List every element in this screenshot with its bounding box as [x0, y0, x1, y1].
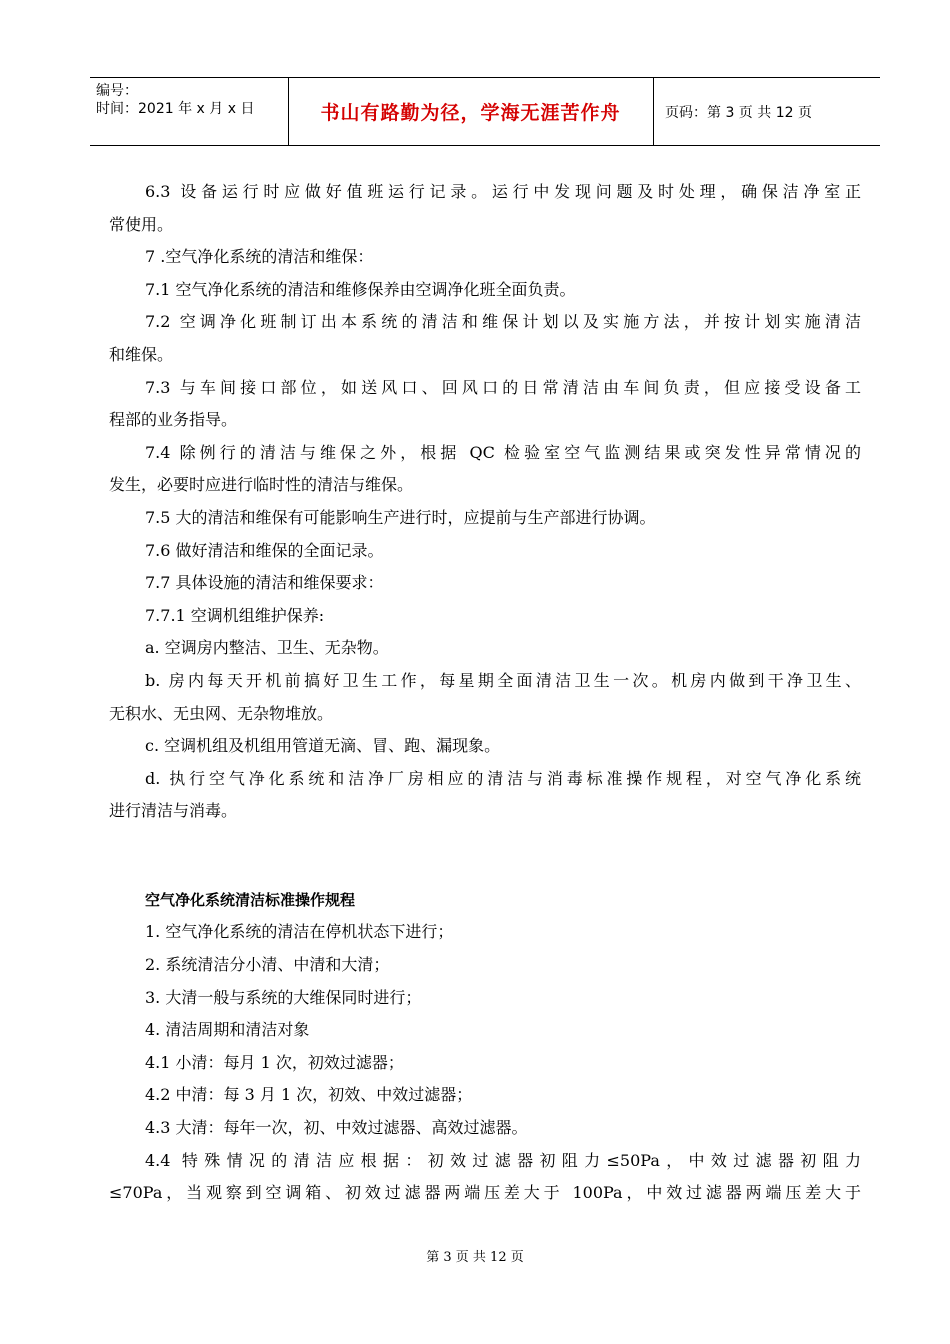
step-4-3: 4.3 大清：每年一次，初、中效过滤器、高效过滤器。: [145, 1118, 528, 1138]
step-3: 3. 大清一般与系统的大维保同时进行；: [145, 987, 422, 1007]
list-item-b-line2: 无积水、无虫网、无杂物堆放。: [109, 703, 334, 723]
time-label: 时间：2021 年 x 月 x 日: [96, 101, 255, 117]
paragraph-7-7-1: 7.7.1 空调机组维护保养:: [145, 605, 325, 625]
section-title: 空气净化系统清洁标准操作规程: [145, 890, 356, 909]
step-4-2: 4.2 中清：每 3 月 1 次，初效、中效过滤器；: [145, 1085, 473, 1105]
paragraph-6-3-line1: 6.3 设备运行时应做好值班运行记录。运行中发现问题及时处理，确保洁净室正: [145, 182, 861, 201]
paragraph-7: 7 .空气净化系统的清洁和维保：: [145, 247, 374, 267]
step-4-4-line1: 4.4 特殊情况的清洁应根据：初效过滤器初阻力≤50Pa，中效过滤器初阻力: [145, 1150, 861, 1170]
page-header: [90, 77, 880, 146]
paragraph-7-3-line2: 程部的业务指导。: [109, 410, 238, 430]
step-4-1: 4.1 小清：每月 1 次，初效过滤器；: [145, 1052, 404, 1072]
paragraph-7-2-line2: 和维保。: [109, 344, 174, 364]
paragraph-7-4-line2: 发生，必要时应进行临时性的清洁与维保。: [109, 475, 414, 495]
header-page-info: 页码：第 3 页 共 12 页: [665, 104, 812, 121]
list-item-d-line2: 进行清洁与消毒。: [109, 801, 238, 821]
list-item-c: c. 空调机组及机组用管道无滴、冒、跑、漏现象。: [145, 736, 501, 756]
paragraph-7-3-line1: 7.3 与车间接口部位，如送风口、回风口的日常清洁由车间负责，但应接受设备工: [145, 377, 861, 397]
list-item-a: a. 空调房内整洁、卫生、无杂物。: [145, 638, 389, 658]
paragraph-7-7: 7.7 具体设施的清洁和维保要求：: [145, 573, 384, 593]
doc-number-label: 编号：: [96, 83, 138, 99]
header-motto: 书山有路勤为径，学海无涯苦作舟: [288, 78, 654, 145]
paragraph-7-2-line1: 7.2 空调净化班制订出本系统的清洁和维保计划以及实施方法，并按计划实施清洁: [145, 312, 861, 332]
paragraph-7-1: 7.1 空气净化系统的清洁和维修保养由空调净化班全面负责。: [145, 279, 576, 299]
step-4: 4. 清洁周期和清洁对象: [145, 1020, 310, 1040]
paragraph-7-5: 7.5 大的清洁和维保有可能影响生产进行时，应提前与生产部进行协调。: [145, 507, 656, 527]
step-1: 1. 空气净化系统的清洁在停机状态下进行；: [145, 922, 454, 942]
step-2: 2. 系统清洁分小清、中清和大清；: [145, 955, 390, 975]
paragraph-7-4-line1: 7.4 除例行的清洁与维保之外，根据 QC 检验室空气监测结果或突发性异常情况的: [145, 442, 861, 462]
page-footer: 第 3 页 共 12 页: [426, 1250, 524, 1265]
paragraph-6-3-line2: 常使用。: [109, 214, 174, 234]
header-meta-cell: [90, 78, 289, 145]
paragraph-7-6: 7.6 做好清洁和维保的全面记录。: [145, 540, 384, 560]
list-item-d-line1: d. 执行空气净化系统和洁净厂房相应的清洁与消毒标准操作规程，对空气净化系统: [145, 768, 861, 788]
section-gap: [109, 828, 861, 884]
document-body: [109, 176, 861, 1210]
list-item-b-line1: b. 房内每天开机前搞好卫生工作，每星期全面清洁卫生一次。机房内做到干净卫生、: [145, 670, 861, 690]
step-4-4-line2: ≤70Pa，当观察到空调箱、初效过滤器两端压差大于 100Pa，中效过滤器两端压差大于: [109, 1183, 861, 1203]
